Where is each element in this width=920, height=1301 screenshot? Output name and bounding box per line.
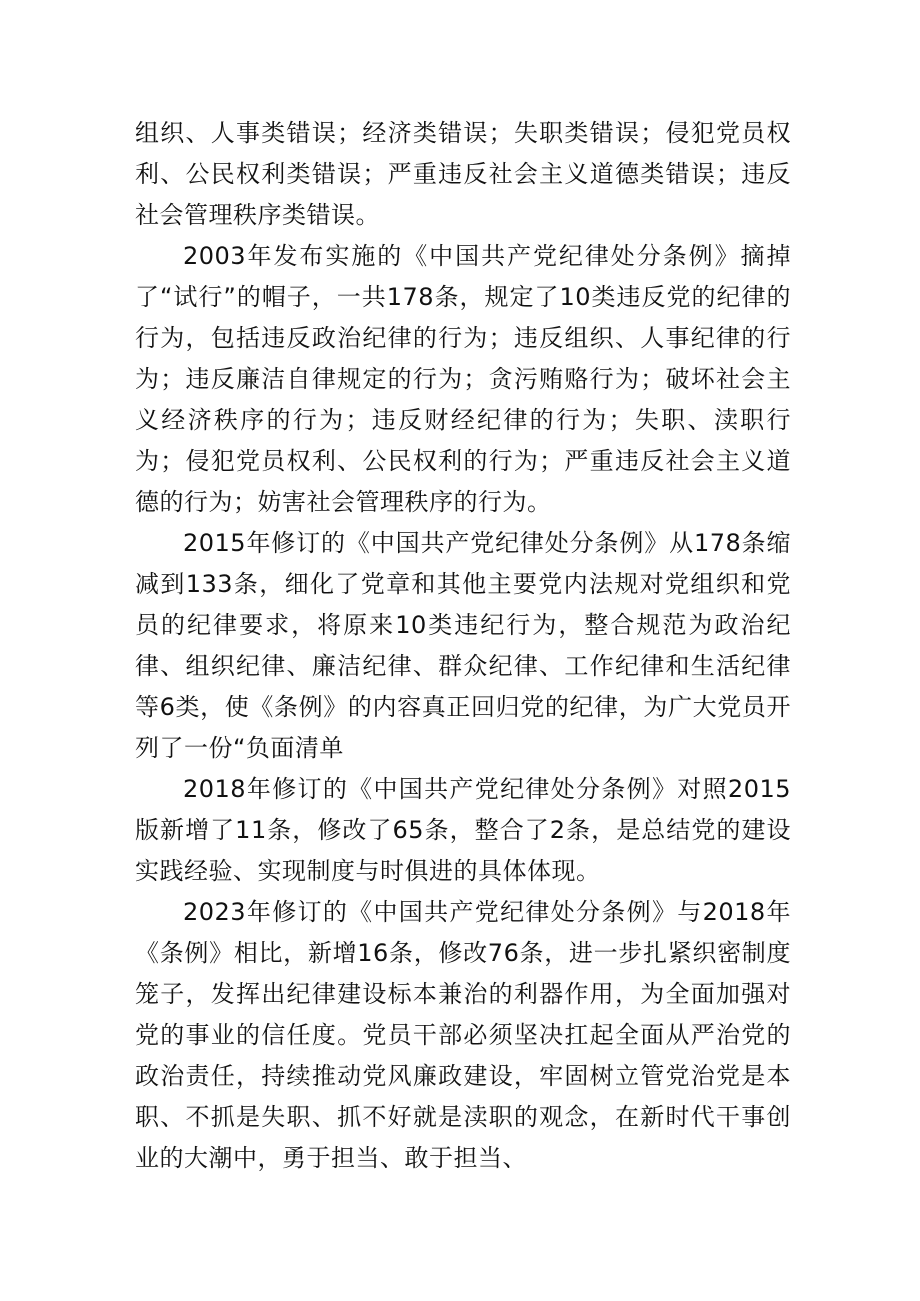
paragraph-4: 2018年修订的《中国共产党纪律处分条例》对照2015版新增了11条，修改了65条，整合了2条，是总结党的建设实践经验、实现制度与时俱进的具体体现。: [135, 775, 791, 885]
paragraph-1: 组织、人事类错误；经济类错误；失职类错误；侵犯党员权利、公民权利类错误；严重违反社会主义道德类错误；违反社会管理秩序类错误。: [135, 119, 791, 229]
paragraph-3: 2015年修订的《中国共产党纪律处分条例》从178条缩减到133条，细化了党章和其他主要党内法规对党组织和党员的纪律要求，将原来10类违纪行为，整合规范为政治纪律、组织纪律、廉洁纪律、群众纪律、工作纪律和生活纪律等6类，使《条例》的内容真正回归党的纪律，为广大党员开列了一份“负面清单: [135, 529, 791, 762]
paragraph-5: 2023年修订的《中国共产党纪律处分条例》与2018年《条例》相比，新增16条，修改76条，进一步扎紧织密制度笼子，发挥出纪律建设标本兼治的利器作用，为全面加强对党的事业的信任度。党员干部必须坚决扛起全面从严治党的政治责任，持续推动党风廉政建设，牢固树立管党治党是本职、不抓是失职、抓不好就是渎职的观念，在新时代干事创业的大潮中，勇于担当、敢于担当、: [135, 898, 791, 1172]
paragraph-2: 2003年发布实施的《中国共产党纪律处分条例》摘掉了“试行”的帽子，一共178条，规定了10类违反党的纪律的行为，包括违反政治纪律的行为；违反组织、人事纪律的行为；违反廉洁自律规定的行为；贪污贿赂行为；破坏社会主义经济秩序的行为；违反财经纪律的行为；失职、渎职行为；侵犯党员权利、公民权利的行为；严重违反社会主义道德的行为；妨害社会管理秩序的行为。: [135, 242, 791, 516]
